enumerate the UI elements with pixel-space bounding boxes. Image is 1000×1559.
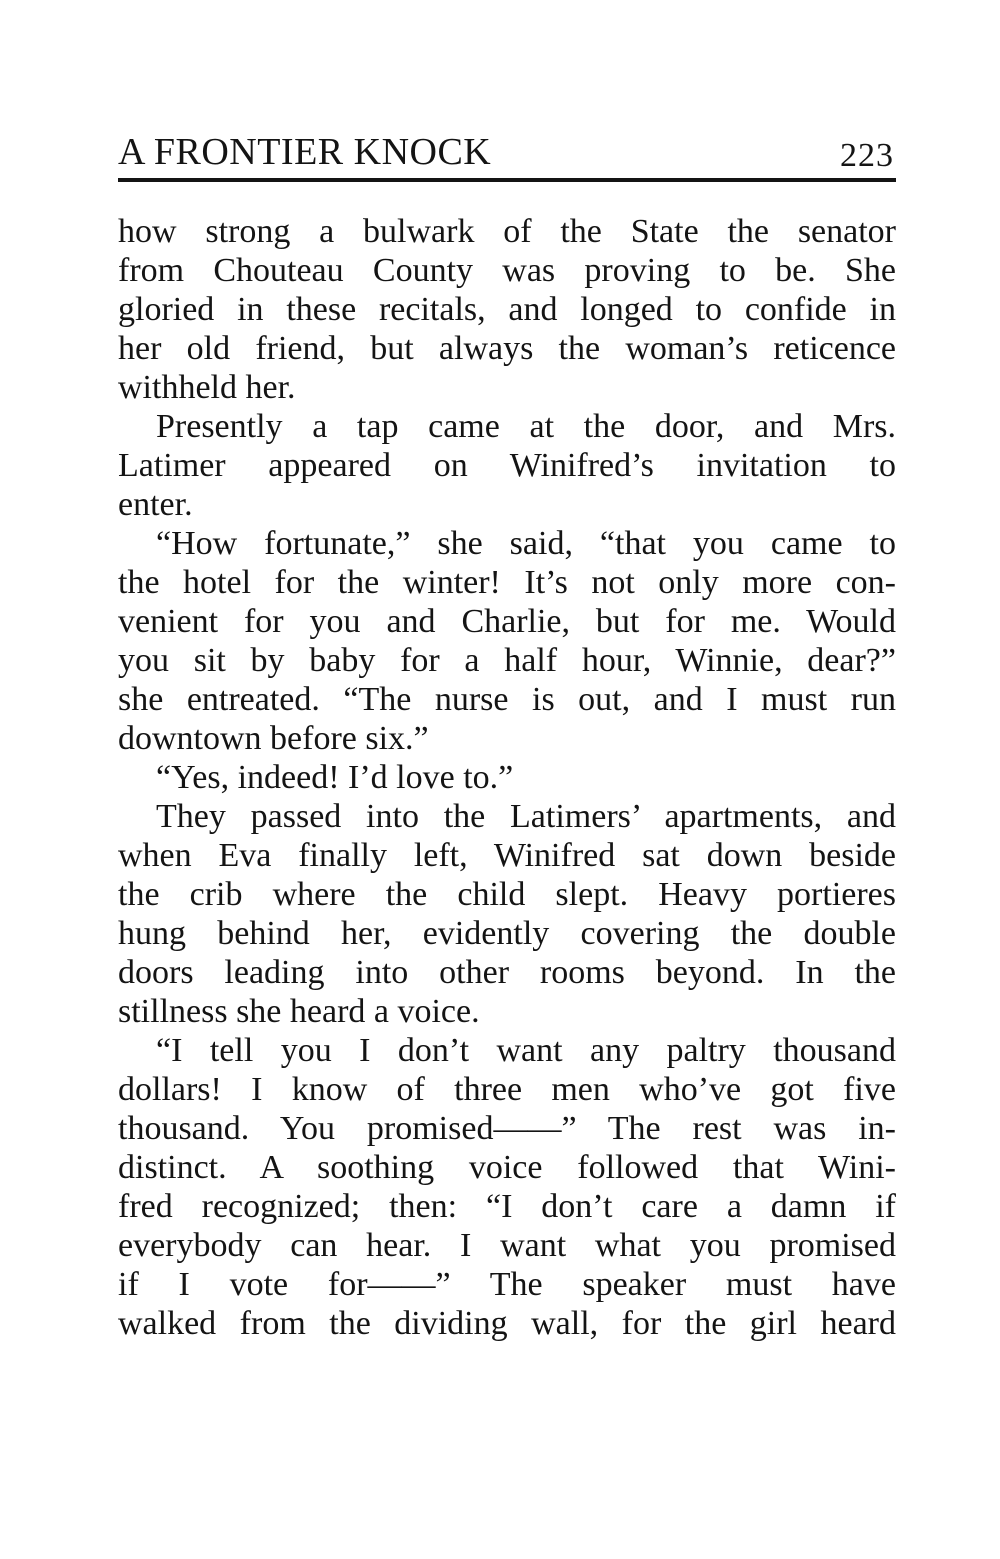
text-line: if I vote for——” The speaker must have [118,1266,896,1303]
text-line: her old friend, but always the woman’s reticence [118,330,896,367]
text-line: doors leading into other rooms beyond. In the [118,954,896,991]
text-line: from Chouteau County was proving to be. She [118,252,896,289]
text-line: “Yes, indeed! I’d love to.” [156,759,514,796]
text-line: Latimer appeared on Winifred’s invitation to [118,447,896,484]
running-title: A FRONTIER KNOCK [118,131,492,173]
text-line: walked from the dividing wall, for the girl heard [118,1305,896,1342]
text-line: enter. [118,486,193,523]
text-line: “I tell you I don’t want any paltry thousand [156,1032,896,1069]
text-line: withheld her. [118,369,296,406]
text-line: everybody can hear. I want what you promised [118,1227,896,1264]
text-line: the crib where the child slept. Heavy portieres [118,876,896,913]
text-line: when Eva finally left, Winifred sat down beside [118,837,896,874]
text-line: hung behind her, evidently covering the double [118,915,896,952]
text-line: dollars! I know of three men who’ve got five [118,1071,896,1108]
text-line: you sit by baby for a half hour, Winnie, dear?” [118,642,896,679]
text-line: the hotel for the winter! It’s not only more con- [118,564,896,601]
text-line: fred recognized; then: “I don’t care a damn if [118,1188,896,1225]
text-line: “How fortunate,” she said, “that you came to [156,525,896,562]
text-line: distinct. A soothing voice followed that Wini- [118,1149,896,1186]
body-text [118,212,896,1343]
text-line: venient for you and Charlie, but for me. Would [118,603,896,640]
text-line: gloried in these recitals, and longed to confide in [118,291,896,328]
text-line: stillness she heard a voice. [118,993,480,1030]
header-rule [118,178,896,182]
text-line: she entreated. “The nurse is out, and I must run [118,681,896,718]
text-line: how strong a bulwark of the State the senator [118,213,896,250]
page-number: 223 [840,137,894,174]
text-line: downtown before six.” [118,720,429,757]
text-line: thousand. You promised——” The rest was in- [118,1110,896,1147]
text-line: They passed into the Latimers’ apartments, and [156,798,896,835]
text-line: Presently a tap came at the door, and Mrs. [156,408,896,445]
running-head [118,128,896,176]
